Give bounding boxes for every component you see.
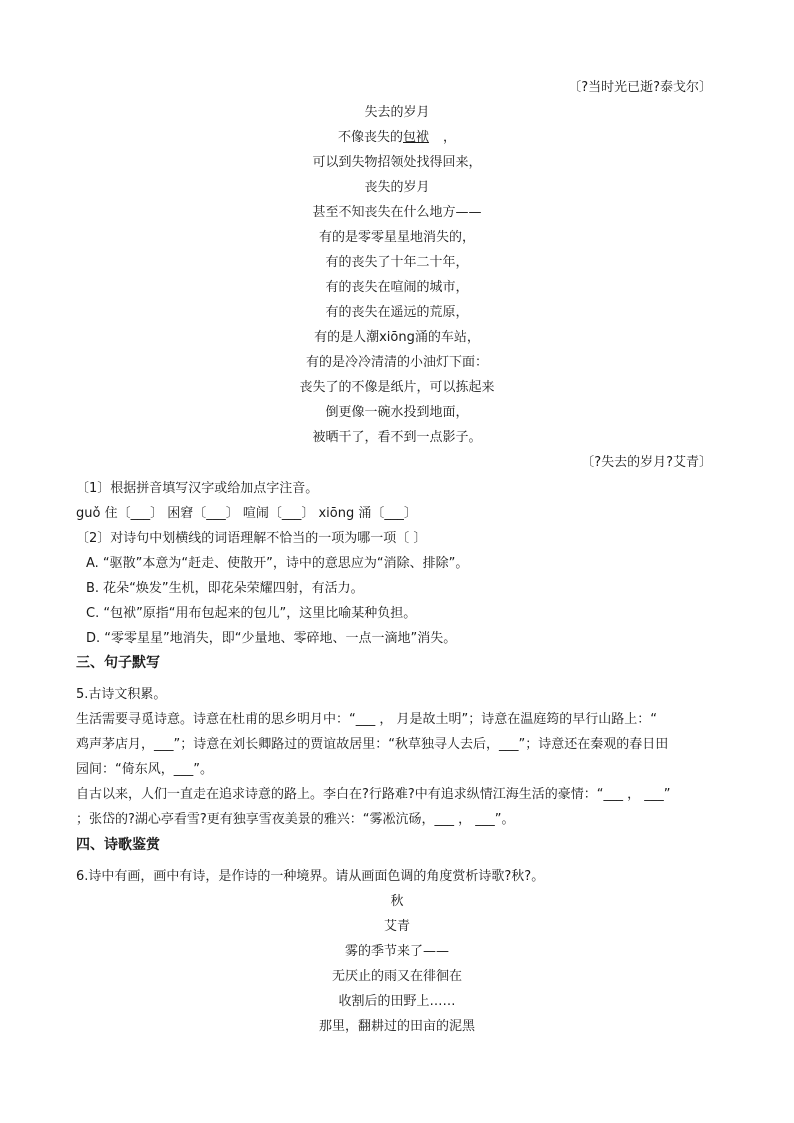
poem1-line-2-tail: ， <box>443 130 457 145</box>
poem2-line-4: 那里，翻耕过的田亩的泥黑 <box>318 1019 475 1034</box>
section-4-title: 四、诗歌鉴赏 <box>76 837 160 853</box>
question-5-para-2: 鸡声茅店月，___”；诗意在刘长卿路过的贾谊故居里：“秋草独寻人去后，___”；诗意还在秦观的春日田 <box>76 737 669 752</box>
poem1-line-5: 甚至不知丧失在什么地方—— <box>312 205 482 220</box>
underlined-word: 包袱 <box>402 130 429 145</box>
poem2-title: 秋 <box>390 894 404 909</box>
question-5-para-4: 自古以来，人们一直走在追求诗意的路上。李白在?行路难?中有追求纵情江海生活的豪情：“___ ， ___” <box>76 787 671 802</box>
option-c: C. “包袱”原指“用布包起来的包儿”，这里比喻某种负担。 <box>86 606 417 621</box>
question-5-title: 5.古诗文积累。 <box>76 687 167 702</box>
question-1: 〔1〕根据拼音填写汉字或给加点字注音。 <box>76 481 319 496</box>
poem2-line-2: 无厌止的雨又在徘徊在 <box>331 969 462 984</box>
poem1-line-2-head: 不像丧失的 <box>337 130 403 145</box>
poem1-line-1: 失去的岁月 <box>364 105 430 120</box>
option-b: B. 花朵“焕发”生机，即花朵荣耀四射，有活力。 <box>86 581 364 596</box>
question-5-para-3: 园间：“倚东风，___”。 <box>76 762 213 777</box>
question-1-items: guǒ 住〔___〕 困窘〔___〕 喧闹〔___〕 xiōng 涌〔___〕 <box>76 506 417 521</box>
poem1-line-2 <box>0 130 794 146</box>
poem1-line-3: 可以到失物招领处找得回来， <box>312 155 482 170</box>
poem1-attribution-top: 〔?当时光已逝?泰戈尔〕 <box>568 80 712 95</box>
poem2-line-1: 雾的季节来了—— <box>344 944 449 959</box>
poem2-line-3: 收割后的田野上…… <box>338 994 456 1009</box>
poem1-line-8: 有的丧失在喧闹的城市， <box>325 280 469 295</box>
poem1-line-11: 有的是冷冷清清的小油灯下面： <box>305 355 488 370</box>
poem1-line-12: 丧失了的不像是纸片，可以拣起来 <box>299 380 495 395</box>
question-5-para-5: ；张岱的?湖心亭看雪?更有独享雪夜美景的雅兴：“雾凇沆砀，___ ， ___”。 <box>76 812 515 827</box>
option-a: A. “驱散”本意为“赶走、使散开”，诗中的意思应为“消除、排除”。 <box>86 556 469 571</box>
poem2-author: 艾青 <box>383 919 410 934</box>
poem1-line-7: 有的丧失了十年二十年， <box>325 255 469 270</box>
poem1-line-6: 有的是零零星星地消失的， <box>318 230 475 245</box>
poem1-line-9: 有的丧失在遥远的荒原， <box>325 305 469 320</box>
question-6: 6.诗中有画，画中有诗，是作诗的一种境界。请从画面色调的角度赏析诗歌?秋?。 <box>76 869 545 884</box>
section-3-title: 三、句子默写 <box>76 655 160 671</box>
poem1-line-13: 倒更像一碗水投到地面， <box>325 405 469 420</box>
question-2: 〔2〕对诗句中划横线的词语理解不恰当的一项为哪一项〔 〕 <box>76 531 427 546</box>
question-5-para-1: 生活需要寻觅诗意。诗意在杜甫的思乡明月中：“___ ， 月是故土明”；诗意在温庭筠的早行山路上：“ <box>76 712 657 727</box>
poem1-line-4: 丧失的岁月 <box>364 180 430 195</box>
poem1-attribution-bottom: 〔?失去的岁月?艾青〕 <box>581 455 712 470</box>
poem1-line-14: 被晒干了，看不到一点影子。 <box>312 430 482 445</box>
option-d: D. “零零星星”地消失，即“少量地、零碎地、一点一滴地”消失。 <box>86 631 457 646</box>
poem1-line-10: 有的是人潮xiōng涌的车站， <box>314 330 480 345</box>
